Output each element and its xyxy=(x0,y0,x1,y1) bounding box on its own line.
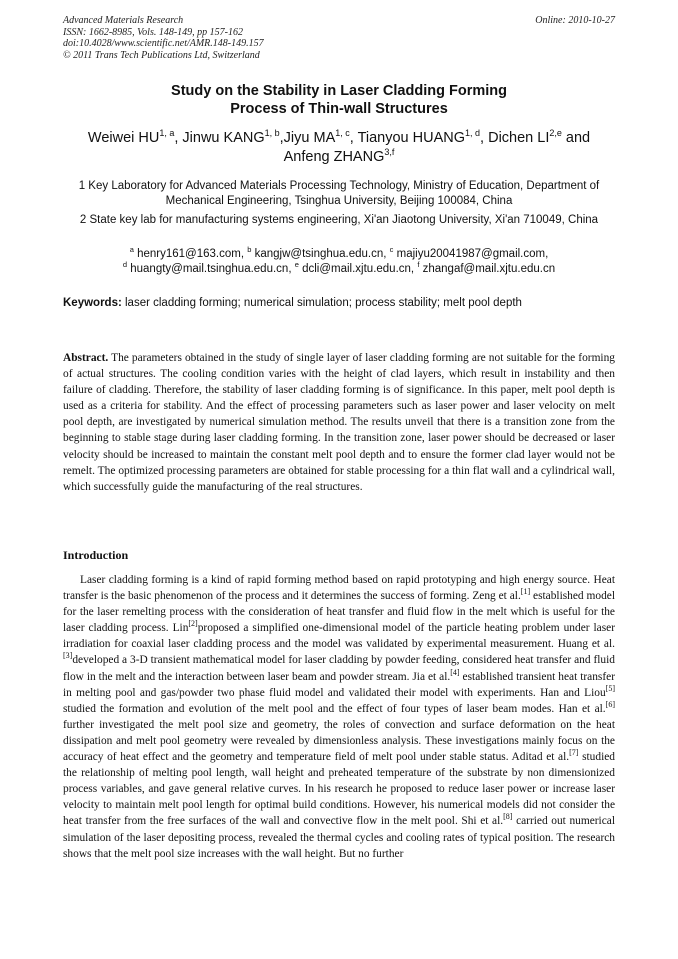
abstract-text: The parameters obtained in the study of single layer of laser cladding forming are not suitable for the forming of actual structures. The cooling condition varies with the height of clad layers, which result in instability and then failure of cladding. Therefore, the stability of laser cladding forming is of significance. In this paper, melt pool depth is used as a criteria for stability. And the effect of processing parameters such as laser power and laser velocity on melt pool depth, are investigated by numerical simulation method. The results unveil that there is a transition zone from the beginning to stable stage during laser cladding forming. In the transition zone, laser power should be decreased or laser velocity should be increased to maintain the constant melt pool depth and to ensure the former clad layer would not be remelt. The optimized processing parameters are obtained for stable processing for a thin flat wall and a cylindrical wall, which successfully guide the manufacturing of the real structures. xyxy=(63,352,615,493)
paper-title xyxy=(60,82,618,118)
email-mark: d xyxy=(122,259,128,269)
author-affiliation-mark: 1, b xyxy=(264,128,280,139)
intro-text: proposed a simplified one-dimensional model of the particle heating problem under laser irradiation for coaxial laser cladding process and the model was validated by experimental measurement. Huang et al. xyxy=(63,622,615,651)
journal-issn: ISSN: 1662-8985, Vols. 148-149, pp 157-162 xyxy=(63,26,243,38)
author-emails xyxy=(60,247,618,276)
email-link[interactable]: kangjw@tsinghua.edu.cn, xyxy=(254,248,387,260)
introduction-paragraph xyxy=(63,572,615,862)
intro-text: further investigated the melt pool size and geometry, the roles of convection and surface deformation on the heat dissipation and melt pool geometry were revealed by dimensionless analysis. These investigations mainly focus on the accuracy of heat effect and the geometry and temperature field of melt pool under stable status. Aditad et al. xyxy=(63,718,615,764)
intro-text: established model for the laser remelting process with the consideration of heat transfer and fluid flow in the melt which is useful for the laser cladding process. Lin xyxy=(63,590,615,635)
author-affiliation-mark: 1, d xyxy=(465,128,481,139)
citation[interactable]: [2] xyxy=(188,619,198,629)
author-name: Jinwu KANG xyxy=(182,130,265,146)
author-affiliation-mark: 2,e xyxy=(549,128,562,139)
intro-text: studied the relationship of melting pool length, wall height and preheated temperature of the substrate by non dimensionized process variables, and gave general relative curves. In his research he proposed to reduce laser power or increase laser velocity to maintain melt pool length for optimal build conditions. However, his numerical models did not consider the heat transfer from the free surfaces of the wall and convective flow in the melt pool. Shi et al. xyxy=(63,751,615,828)
author-name: Tianyou HUANG xyxy=(357,130,466,146)
citation[interactable]: [1] xyxy=(520,587,531,597)
author-affiliation-mark: 3,f xyxy=(384,147,395,158)
online-date: Online: 2010-10-27 xyxy=(535,15,615,26)
email-mark: a xyxy=(129,245,134,255)
email-mark: c xyxy=(389,245,394,255)
author-name: Jiyu MA xyxy=(283,130,336,146)
email-link[interactable]: majiyu20041987@gmail.com, xyxy=(396,248,549,260)
intro-text: studied the formation and evolution of the melt pool and the effect of four types of laser beam modes. Han et al. xyxy=(63,702,606,715)
keywords-text: laser cladding forming; numerical simulation; process stability; melt pool depth xyxy=(125,297,522,309)
citation[interactable]: [3] xyxy=(63,651,73,661)
abstract xyxy=(63,350,615,495)
author-separator: , xyxy=(349,130,358,146)
author-affiliation-mark: 1, a xyxy=(159,128,175,139)
intro-text: carried out numerical simulation of the laser depositing process, revealed the thermal cycles and cooling rates of typical position. The research shows that the melt pool size increases with the wall height. But no further xyxy=(63,815,615,860)
email-mark: f xyxy=(417,259,420,269)
paper-title-line-1: Study on the Stability in Laser Cladding Forming xyxy=(171,83,507,99)
intro-text: developed a 3-D transient mathematical model for laser cladding by powder feeding, considered heat transfer and fluid flow in the melt and the interaction between laser beam and powder stream. Jia et al. xyxy=(63,654,615,683)
email-link[interactable]: henry161@163.com, xyxy=(137,248,245,260)
citation[interactable]: [4] xyxy=(450,667,460,677)
intro-text: Laser cladding forming is a kind of rapid forming method based on rapid prototyping and high energy source. Heat transfer is the basic phenomenon of the process and it determines the success of forming. Zeng et al. xyxy=(63,574,615,603)
email-link[interactable]: huangty@mail.tsinghua.edu.cn, xyxy=(130,262,292,275)
author-separator: , xyxy=(174,130,183,146)
citation[interactable]: [8] xyxy=(503,812,513,822)
citation[interactable]: [5] xyxy=(605,683,615,693)
author-list xyxy=(60,129,618,167)
paper-title-line-2: Process of Thin-wall Structures xyxy=(230,101,448,117)
citation[interactable]: [6] xyxy=(605,699,615,709)
author-name: Anfeng ZHANG xyxy=(283,149,385,165)
affiliation-2: 2 State key lab for manufacturing systems engineering, Xi'an Jiaotong University, Xi'an 710049, China xyxy=(79,214,599,226)
email-link[interactable]: dcli@mail.xjtu.edu.cn, xyxy=(302,262,415,275)
author-name: Dichen LI xyxy=(488,130,550,146)
affiliation-1: 1 Key Laboratory for Advanced Materials Processing Technology, Ministry of Education, Department of Mechanical Engineering, Tsinghua University, Beijing 100084, China xyxy=(78,180,600,207)
email-mark: e xyxy=(294,259,299,269)
author-separator: , xyxy=(480,130,489,146)
author-separator: and xyxy=(561,130,591,146)
email-link[interactable]: zhangaf@mail.xjtu.edu.cn xyxy=(422,262,556,275)
keywords-label: Keywords: xyxy=(63,297,122,309)
author-affiliation-mark: 1, c xyxy=(335,128,350,139)
journal-doi[interactable]: doi:10.4028/www.scientific.net/AMR.148-149.157 xyxy=(63,38,264,49)
intro-text: established transient heat transfer in melting pool and gas/powder two phase fluid model and validated their model with experiments. Han and Liou xyxy=(63,670,616,699)
abstract-label: Abstract. xyxy=(63,352,109,364)
journal-name: Advanced Materials Research xyxy=(63,15,184,26)
email-mark: b xyxy=(247,245,252,255)
author-separator: , xyxy=(279,130,284,146)
journal-header xyxy=(63,15,615,61)
citation[interactable]: [7] xyxy=(569,748,579,758)
section-heading-introduction: Introduction xyxy=(63,548,129,562)
keywords xyxy=(63,296,615,310)
journal-copyright: © 2011 Trans Tech Publications Ltd, Switzerland xyxy=(63,49,260,61)
author-name: Weiwei HU xyxy=(87,130,160,146)
